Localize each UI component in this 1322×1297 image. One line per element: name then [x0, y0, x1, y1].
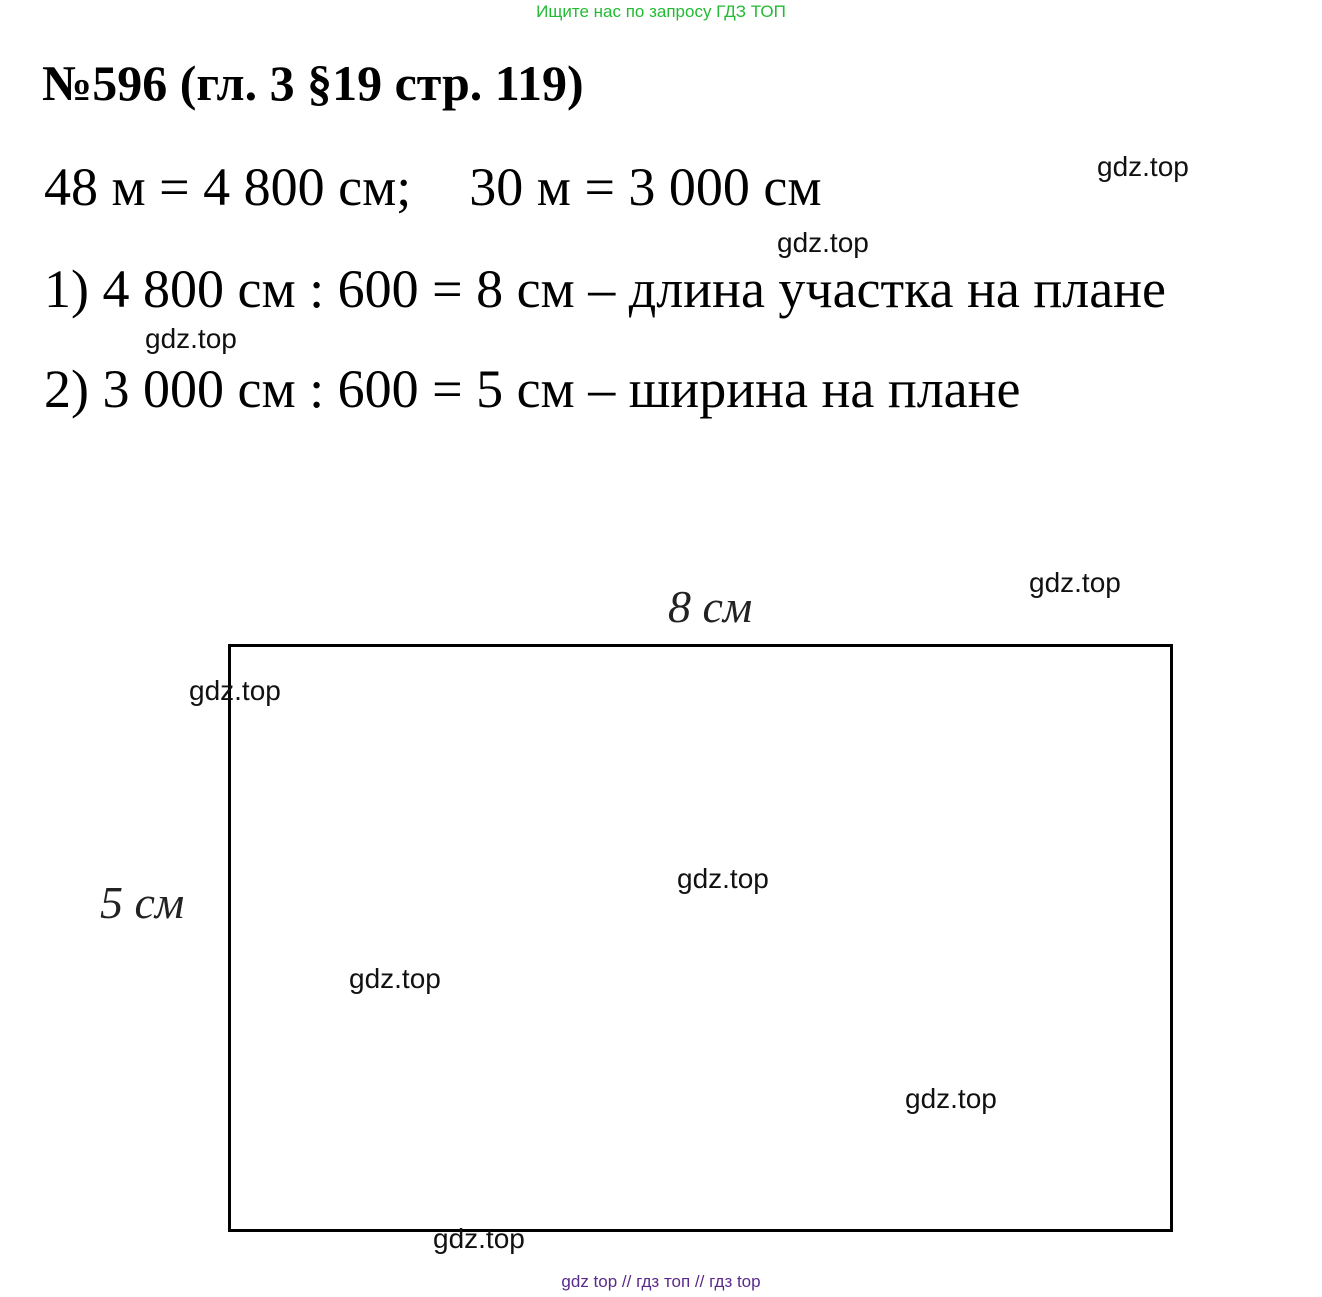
- plan-width-label: 5 см: [100, 877, 185, 928]
- footer-links: gdz top // гдз топ // гдз top: [561, 1272, 761, 1291]
- conversion-left: 48 м = 4 800 см;: [44, 157, 412, 217]
- top-banner: Ищите нас по запросу ГДЗ ТОП: [536, 2, 786, 21]
- watermark: gdz.top: [905, 1083, 997, 1114]
- watermark: gdz.top: [189, 675, 281, 706]
- step-2: 2) 3 000 см : 600 = 5 см – ширина на плане: [44, 359, 1021, 419]
- watermark: gdz.top: [349, 963, 441, 994]
- watermark: gdz.top: [1097, 151, 1189, 182]
- watermark: gdz.top: [145, 323, 237, 354]
- watermark: gdz.top: [677, 863, 769, 894]
- conversion-line: [44, 157, 822, 217]
- page-title: №596 (гл. 3 §19 стр. 119): [42, 55, 584, 111]
- conversion-right: 30 м = 3 000 см: [469, 157, 822, 217]
- watermark: gdz.top: [433, 1223, 525, 1254]
- watermark: gdz.top: [777, 227, 869, 258]
- plan-rectangle: [228, 644, 1173, 1232]
- watermark: gdz.top: [1029, 567, 1121, 598]
- plan-length-label: 8 см: [668, 581, 753, 632]
- step-1: 1) 4 800 см : 600 = 8 см – длина участка на плане: [44, 259, 1167, 319]
